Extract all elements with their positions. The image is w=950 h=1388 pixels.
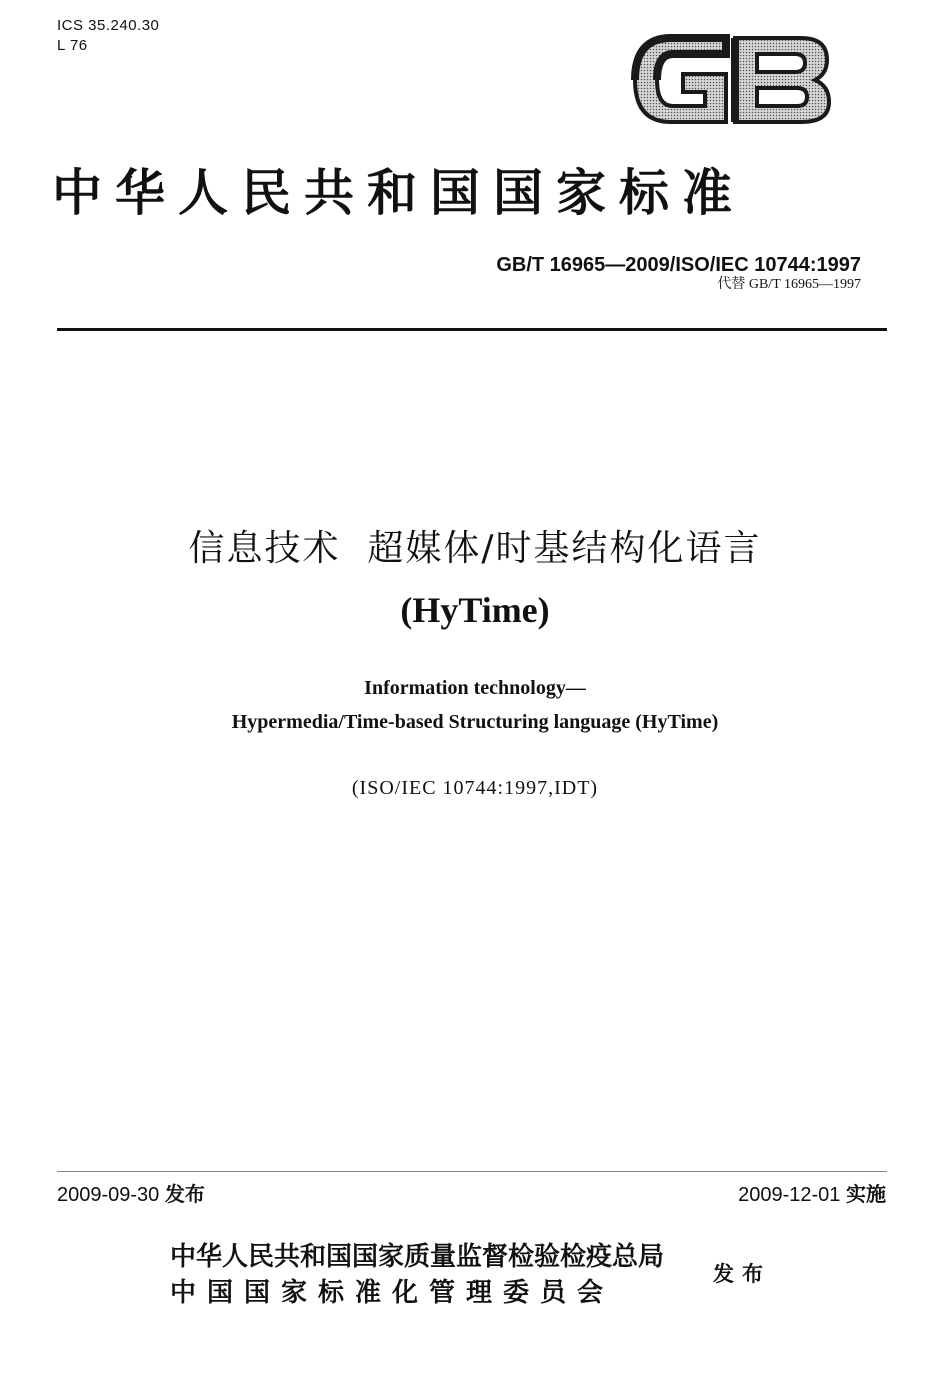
implementation-date	[738, 1181, 886, 1208]
iso-equivalence: (ISO/IEC 10744:1997,IDT)	[351, 777, 599, 799]
issuer-sac: 中国国家标准化管理委员会	[170, 1278, 615, 1308]
implementation-date-label: 实施	[846, 1182, 886, 1206]
standard-number: GB/T 16965—2009/ISO/IEC 10744:1997	[496, 254, 861, 276]
footer-divider	[57, 1171, 887, 1172]
replaces-note: 代替 GB/T 16965—1997	[717, 277, 861, 292]
implementation-date-value: 2009-12-01	[738, 1184, 841, 1206]
gb-logo	[631, 30, 831, 130]
ics-code: ICS 35.240.30	[57, 17, 160, 34]
classification-code: L 76	[57, 37, 88, 54]
title-english-line1: Information technology—	[364, 677, 586, 699]
issue-date	[57, 1181, 205, 1208]
issue-date-value: 2009-09-30	[57, 1184, 160, 1206]
issue-date-label: 发布	[164, 1182, 205, 1206]
title-chinese-subtitle: (HyTime)	[400, 590, 550, 630]
publish-label: 发布	[713, 1262, 771, 1286]
issuer-aqsiq: 中华人民共和国国家质量监督检验检疫总局	[170, 1242, 665, 1272]
national-standard-heading: 中华人民共和国国家标准	[52, 163, 745, 222]
title-chinese: 信息技术 超媒体/时基结构化语言	[188, 528, 762, 569]
title-english-line2: Hypermedia/Time-based Structuring language (HyTime)	[231, 711, 719, 733]
header-divider	[57, 328, 887, 331]
